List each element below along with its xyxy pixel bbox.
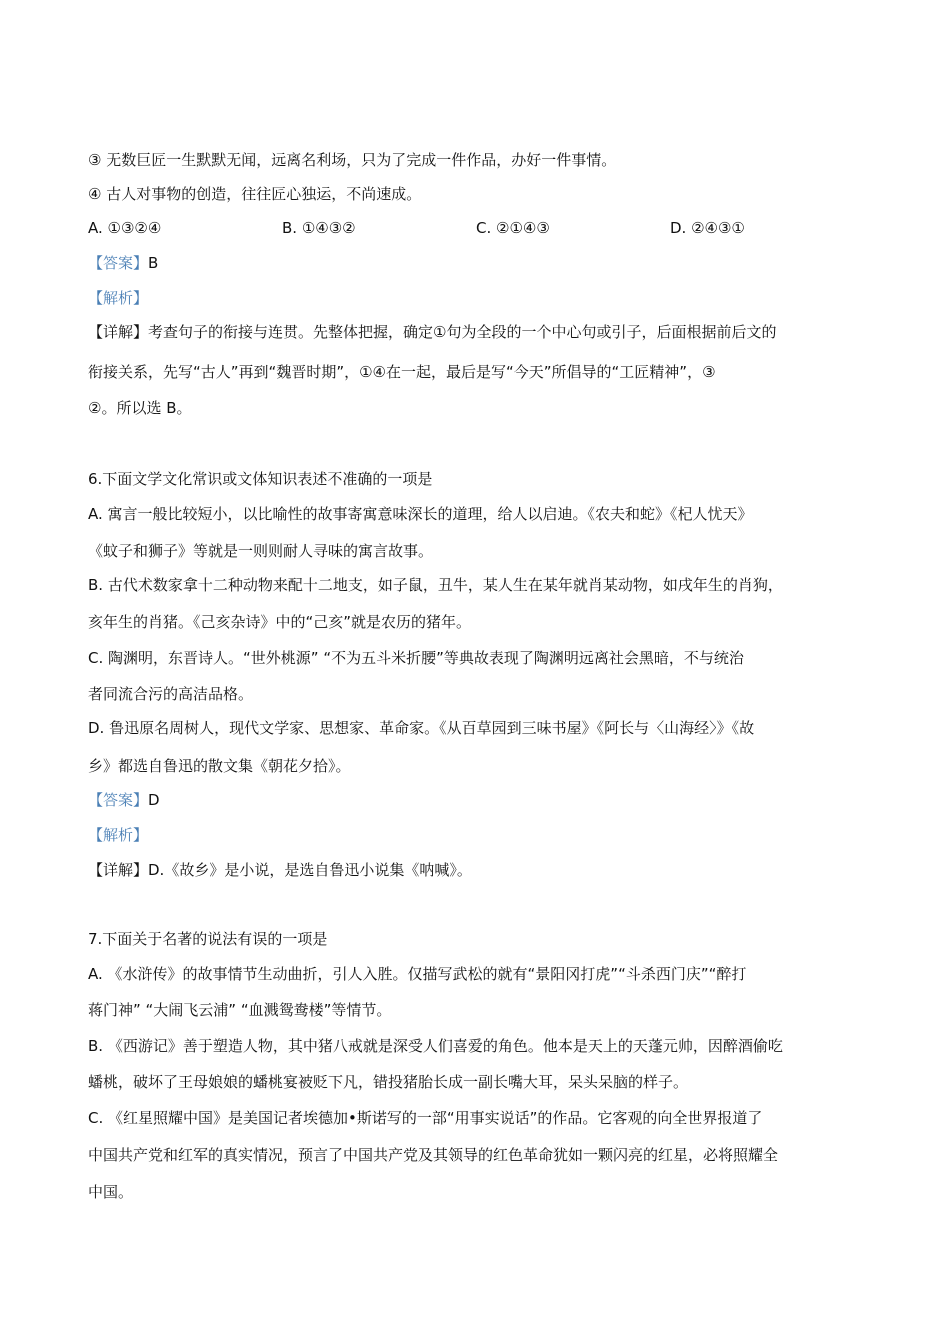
q6-line-3: B. 古代术数家拿十二种动物来配十二地支，如子鼠，丑牛，某人生在某年就肖某动物，如戌年生的肖狗， [88,576,783,594]
q6-answer [88,790,160,810]
q6-line-5: C. 陶渊明，东晋诗人。“世外桃源” “不为五斗米折腰”等典故表现了陶渊明远离社会黑暗，不与统治 [88,649,744,667]
q5-sentence-4: ④ 古人对事物的创造，往往匠心独运，不尚速成。 [88,185,422,203]
q5-detail-line-3: ②。所以选 B。 [88,399,192,417]
q6-line-4: 亥年生的肖猪。《己亥杂诗》中的“己亥”就是农历的猪年。 [88,613,472,631]
q5-analysis-tag: 【解析】 [88,289,149,307]
q7-line-4: 蟠桃，破坏了王母娘娘的蟠桃宴被贬下凡，错投猪胎长成一副长嘴大耳，呆头呆脑的样子。 [88,1073,689,1091]
q7-line-3: B. 《西游记》善于塑造人物，其中猪八戒就是深受人们喜爱的角色。他本是天上的天蓬元帅，因醉酒偷吃 [88,1037,783,1055]
q6-detail: 【详解】D.《故乡》是小说，是选自鲁迅小说集《呐喊》。 [88,861,472,879]
q6-question: 6.下面文学文化常识或文体知识表述不准确的一项是 [88,470,433,488]
q6-line-8: 乡》都选自鲁迅的散文集《朝花夕拾》。 [88,757,351,775]
q7-line-7: 中国。 [88,1183,134,1201]
q6-line-6: 者同流合污的高洁品格。 [88,685,254,703]
q5-option-b: B. ①④③② [282,219,356,237]
q5-option-a: A. ①③②④ [88,219,162,237]
q6-line-7: D. 鲁迅原名周树人，现代文学家、思想家、革命家。《从百草园到三味书屋》《阿长与〈山海经〉》《故 [88,719,755,737]
q6-answer-tag: 【答案】 [88,791,149,809]
q5-option-d: D. ②④③① [670,219,745,237]
q5-sentence-3: ③ 无数巨匠一生默默无闻，远离名利场，只为了完成一件作品，办好一件事情。 [88,151,617,169]
q7-question: 7.下面关于名著的说法有误的一项是 [88,930,328,948]
q5-detail-line-2: 衔接关系，先写“古人”再到“魏晋时期”，①④在一起，最后是写“今天”所倡导的“工匠精神”，③ [88,363,716,381]
q6-analysis-tag: 【解析】 [88,826,149,844]
q7-line-6: 中国共产党和红军的真实情况，预言了中国共产党及其领导的红色革命犹如一颗闪亮的红星，必将照耀全 [88,1146,779,1164]
q7-line-1: A. 《水浒传》的故事情节生动曲折，引人入胜。仅描写武松的就有“景阳冈打虎”“斗杀西门庆”“醉打 [88,965,747,983]
q6-line-2: 《蚊子和狮子》等就是一则则耐人寻味的寓言故事。 [88,542,434,560]
q5-detail-line-1: 【详解】考查句子的衔接与连贯。先整体把握，确定①句为全段的一个中心句或引子，后面根据前后文的 [88,323,777,341]
q5-answer-value: B [148,254,159,272]
q5-answer-tag: 【答案】 [88,254,149,272]
q6-answer-value: D [148,791,160,809]
q6-line-1: A. 寓言一般比较短小，以比喻性的故事寄寓意味深长的道理，给人以启迪。《农夫和蛇》《杞人忧天》 [88,505,753,523]
q5-option-c: C. ②①④③ [476,219,550,237]
q7-line-2: 蒋门神” “大闹飞云浦” “血溅鸳鸯楼”等情节。 [88,1001,392,1019]
q5-options [88,218,888,238]
q7-line-5: C. 《红星照耀中国》是美国记者埃德加•斯诺写的一部“用事实说话”的作品。它客观的向全世界报道了 [88,1109,763,1127]
q5-answer [88,253,158,273]
